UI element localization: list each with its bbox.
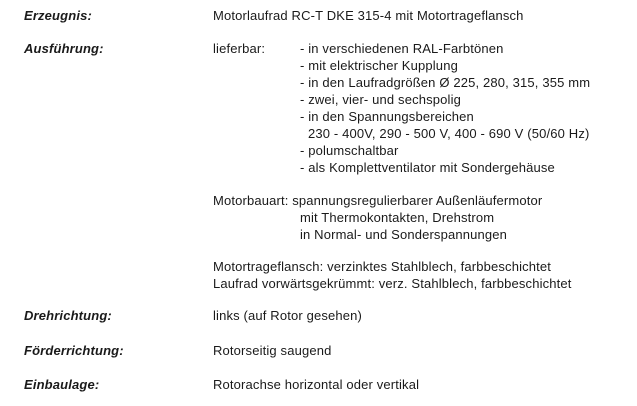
material-line-2: Laufrad vorwärtsgekrümmt: verz. Stahlblech, farbbeschichtet	[213, 276, 572, 291]
erzeugnis-label: Erzeugnis:	[24, 8, 92, 23]
drehrichtung-label: Drehrichtung:	[24, 308, 112, 323]
erzeugnis-value: Motorlaufrad RC-T DKE 315-4 mit Motortrageflansch	[213, 8, 524, 23]
lieferbar-item: - in den Spannungsbereichen	[300, 109, 474, 124]
lieferbar-list	[300, 40, 590, 176]
lieferbar-item-continuation: 230 - 400V, 290 - 500 V, 400 - 690 V (50/60 Hz)	[308, 126, 590, 141]
lieferbar-item: - in verschiedenen RAL-Farbtönen	[300, 41, 504, 56]
ausfuehrung-label: Ausführung:	[24, 41, 104, 56]
motorbauart-block	[213, 192, 542, 243]
lieferbar-item: - zwei, vier- und sechspolig	[300, 92, 461, 107]
einbaulage-label: Einbaulage:	[24, 377, 100, 392]
motorbauart-line-2: mit Thermokontakten, Drehstrom	[300, 210, 495, 225]
lieferbar-item: - mit elektrischer Kupplung	[300, 58, 458, 73]
lieferbar-item: - in den Laufradgrößen Ø 225, 280, 315, 355 mm	[300, 75, 591, 90]
material-line-1: Motortrageflansch: verzinktes Stahlblech, farbbeschichtet	[213, 259, 552, 274]
foerderrichtung-value: Rotorseitig saugend	[213, 343, 332, 358]
lieferbar-item: - polumschaltbar	[300, 143, 399, 158]
lieferbar-item: - als Komplettventilator mit Sondergehäuse	[300, 160, 555, 175]
foerderrichtung-label: Förderrichtung:	[24, 343, 124, 358]
drehrichtung-value: links (auf Rotor gesehen)	[213, 308, 362, 323]
lieferbar-label: lieferbar:	[213, 41, 266, 56]
einbaulage-value: Rotorachse horizontal oder vertikal	[213, 377, 420, 392]
motorbauart-line-1: Motorbauart: spannungsregulierbarer Außenläufermotor	[213, 193, 543, 208]
motorbauart-line-3: in Normal- und Sonderspannungen	[300, 227, 508, 242]
material-block	[213, 258, 572, 292]
